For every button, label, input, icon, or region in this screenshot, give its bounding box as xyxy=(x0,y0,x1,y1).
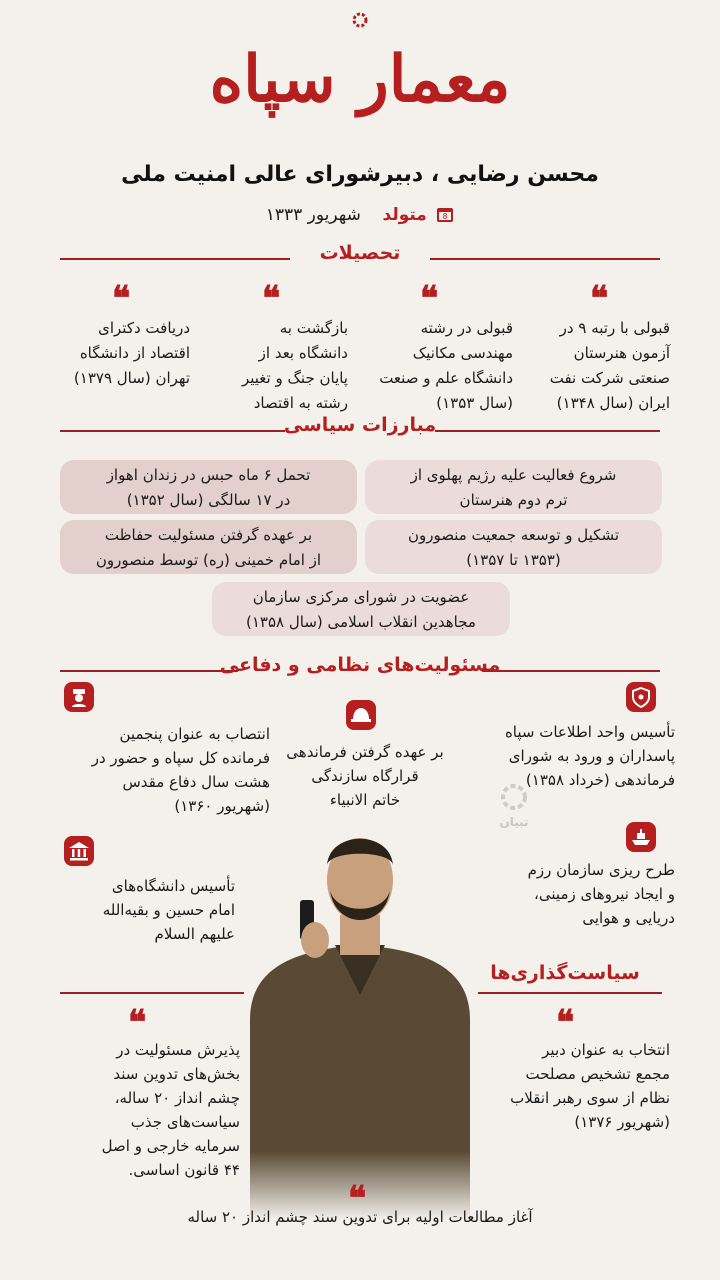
divider-line xyxy=(478,992,662,994)
footer-note: آغاز مطالعات اولیه برای تدوین سند چشم انداز ۲۰ ساله xyxy=(187,1208,533,1226)
quote-icon: ❝ xyxy=(112,279,131,319)
section-title: سیاست‌گذاری‌ها xyxy=(490,962,640,984)
portrait-image xyxy=(240,820,480,1220)
university-icon xyxy=(64,836,94,866)
section-title: مسئولیت‌های نظامی و دفاعی xyxy=(219,654,501,676)
born-value: شهریور ۱۳۳۳ xyxy=(265,205,361,225)
svg-text:8: 8 xyxy=(442,212,448,221)
quote-icon: ❝ xyxy=(348,1179,367,1219)
ornament-icon xyxy=(352,12,368,28)
birth-info xyxy=(0,205,720,225)
education-item: دریافت دکترای اقتصاد از دانشگاه تهران (سال ۱۳۷۹) xyxy=(73,319,190,387)
shield-icon xyxy=(626,682,656,712)
policy-item: پذیرش مسئولیت در بخش‌های تدوین سند چشم انداز ۲۰ ساله، سیاست‌های جذب سرمایه خارجی و اصل ۴۴ قانون اساسی. xyxy=(101,1041,240,1179)
calendar-icon xyxy=(436,205,454,223)
policy-item: انتخاب به عنوان دبیر مجمع تشخیص مصلحت نظام از سوی رهبر انقلاب (شهریور ۱۳۷۶) xyxy=(510,1041,670,1131)
quote-icon: ❝ xyxy=(420,279,439,319)
officer-icon xyxy=(64,682,94,712)
helmet-icon xyxy=(346,700,376,730)
military-item: طرح ریزی سازمان رزم و ایجاد نیروهای زمینی، دریایی و هوایی xyxy=(527,861,675,927)
ship-icon xyxy=(626,822,656,852)
section-title: تحصیلات xyxy=(319,242,401,264)
political-item: عضویت در شورای مرکزی سازمان مجاهدین انقلاب اسلامی (سال ۱۳۵۸) xyxy=(212,582,510,636)
political-item: تحمل ۶ ماه حبس در زندان اهواز در ۱۷ سالگی (سال ۱۳۵۲) xyxy=(60,460,357,514)
quote-icon: ❝ xyxy=(128,1003,147,1043)
born-label: متولد xyxy=(382,205,427,225)
section-military xyxy=(0,654,720,694)
section-political xyxy=(0,414,720,454)
section-title: مبارزات سیاسی xyxy=(283,414,437,436)
military-item: تأسیس دانشگاه‌های امام حسین و بقیه‌الله علیهم السلام xyxy=(102,877,235,943)
military-item: انتصاب به عنوان پنجمین فرمانده کل سپاه و حضور در هشت سال دفاع مقدس (شهریور ۱۳۶۰) xyxy=(91,725,270,815)
political-item: شروع فعالیت علیه رژیم پهلوی از ترم دوم هنرستان xyxy=(365,460,662,514)
education-item: قبولی با رتبه ۹ در آزمون هنرستان صنعتی شرکت نفت ایران (سال ۱۳۴۸) xyxy=(549,319,670,412)
watermark-icon xyxy=(497,782,531,812)
political-item: بر عهده گرفتن مسئولیت حفاظت از امام خمینی (ره) توسط منصورون xyxy=(60,520,357,574)
page-subtitle: محسن رضایی ، دبیرشورای عالی امنیت ملی xyxy=(121,162,599,187)
page-title: معمار سپاه xyxy=(209,42,511,117)
section-education xyxy=(0,242,720,282)
divider-line xyxy=(60,992,244,994)
section-policy xyxy=(0,962,720,1002)
military-item: تأسیس واحد اطلاعات سپاه پاسداران و ورود به شورای فرماندهی (خرداد ۱۳۵۸) xyxy=(504,723,675,789)
military-item: بر عهده گرفتن فرماندهی قرارگاه سازندگی خاتم الانبیاء xyxy=(286,743,444,809)
quote-icon: ❝ xyxy=(590,279,609,319)
quote-icon: ❝ xyxy=(262,279,281,319)
education-item: قبولی در رشته مهندسی مکانیک دانشگاه علم و صنعت (سال ۱۳۵۳) xyxy=(379,319,513,412)
education-item: بازگشت به دانشگاه بعد از پایان جنگ و تغییر رشته به اقتصاد xyxy=(241,319,348,412)
quote-icon: ❝ xyxy=(556,1003,575,1043)
political-item: تشکیل و توسعه جمعیت منصورون (۱۳۵۳ تا ۱۳۵۷) xyxy=(365,520,662,574)
watermark: تبیان xyxy=(492,782,536,829)
